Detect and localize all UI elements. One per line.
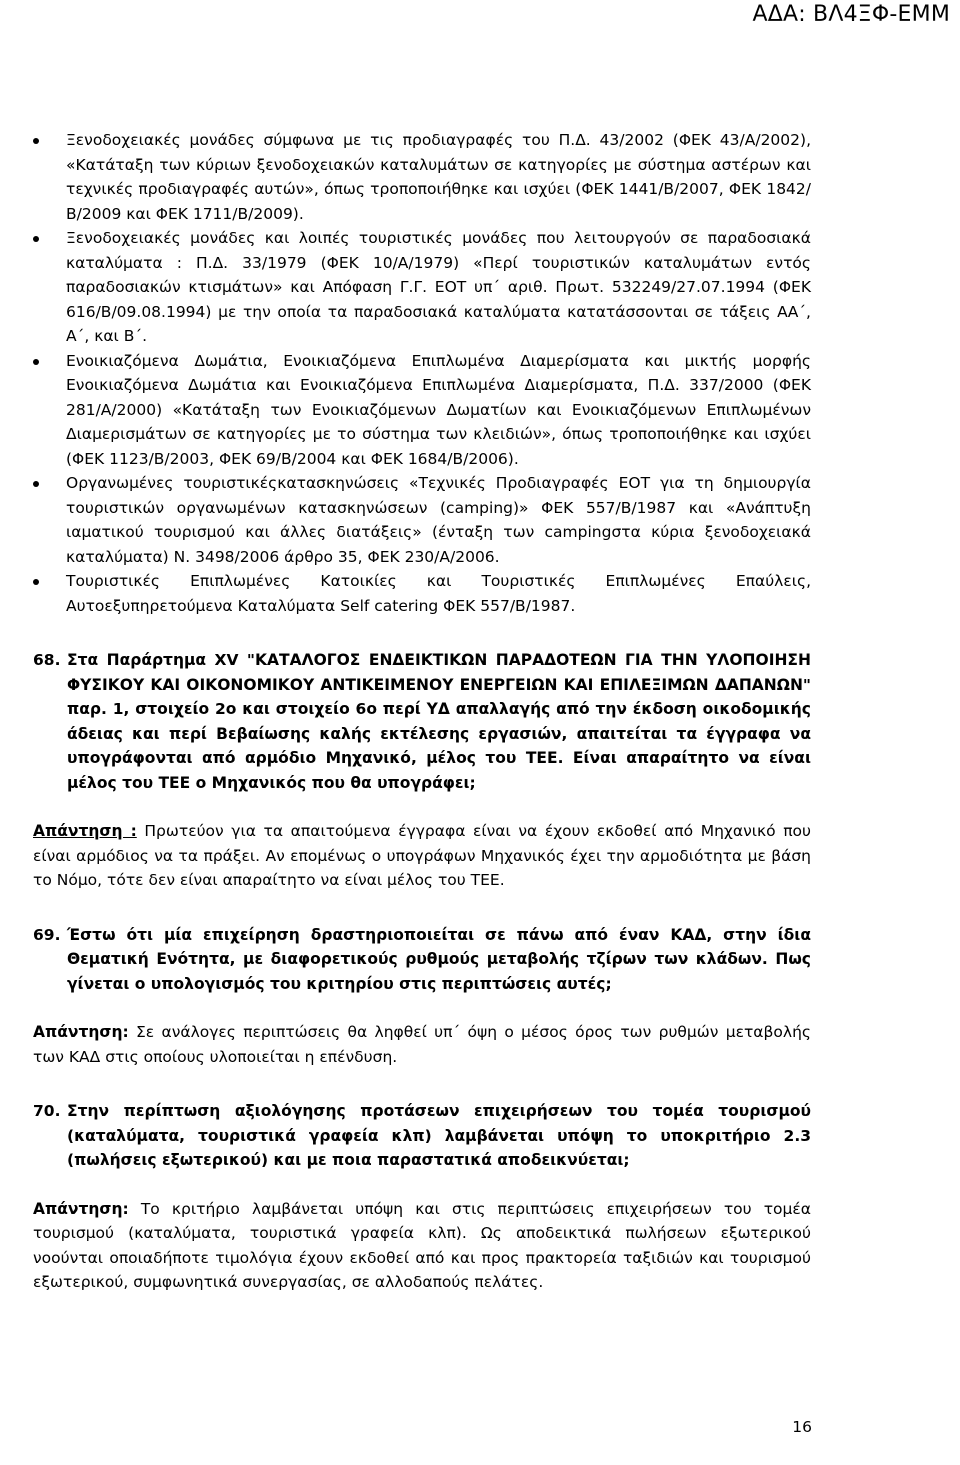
list-item-text: Τουριστικές Επιπλωμένες Κατοικίες και Τουριστικές Επιπλωμένες Επαύλεις, Αυτοεξυπηρετούμενα Καταλύματα Self catering ΦΕΚ 557/Β/1987. xyxy=(66,572,811,615)
list-item xyxy=(33,569,811,618)
list-item-text: Ξενοδοχειακές μονάδες και λοιπές τουριστικές μονάδες που λειτουργούν σε παραδοσιακά καταλύματα : Π.Δ. 33/1979 (ΦΕΚ 10/Α/1979) «Περί τουριστικών καταλυμάτων εντός παραδοσιακών κτισμάτων» και Απόφαση Γ.Γ. ΕΟΤ υπ΄ αριθ. Πρωτ. 532249/27.07.1994 (ΦΕΚ 616/Β/09.08.1994) με την οποία τα παραδοσιακά καταλύματα κατατάσσονται σε τάξεις ΑΑ΄, Α΄, και Β΄. xyxy=(66,229,811,345)
list-item-text: Ενοικιαζόμενα Δωμάτια, Ενοικιαζόμενα Επιπλωμένα Διαμερίσματα και μικτής μορφής Ενοικιαζόμενα Δωμάτια και Ενοικιαζόμενα Επιπλωμένα Διαμερίσματα, Π.Δ. 337/2000 (ΦΕΚ 281/Α/2000) «Κατάταξη των Ενοικιαζόμενων Δωματίων και Ενοικιαζόμενων Επιπλωμένων Διαμερισμάτων σε κατηγορίες με το σύστημα των κλειδιών», όπως τροποποιήθηκε και ισχύει (ΦΕΚ 1123/Β/2003, ΦΕΚ 69/Β/2004 και ΦΕΚ 1684/Β/2006). xyxy=(66,351,811,468)
list-item xyxy=(33,226,811,349)
list-item-text: Οργανωμένες τουριστικέςκατασκηνώσεις «Τεχνικές Προδιαγραφές ΕΟΤ για τη δημιουργία τουριστικών οργανωμένων κατασκηνώσεων (camping)» ΦΕΚ 557/Β/1987 και «Ανάπτυξη ιαματικού τουρισμού και άλλες διατάξεις» (ένταξη των campingστα κύρια ξενοδοχειακά καταλύματα) Ν. 3498/2006 άρθρο 35, ΦΕΚ 230/Α/2006. xyxy=(66,474,811,566)
answer-label: Απάντηση: xyxy=(33,1199,129,1218)
answer-text: Πρωτεύον για τα απαιτούμενα έγγραφα είναι να έχουν εκδοθεί από Μηχανικό που είναι αρμόδιος να τα πράξει. Αν επομένως ο υπογράφων Μηχανικός έχει την αρμοδιότητα με βάση το Νόμο, τότε δεν είναι απαραίτητο να είναι μέλος του ΤΕΕ. xyxy=(33,822,812,889)
bullet-icon xyxy=(33,359,39,365)
list-item xyxy=(33,349,811,472)
ada-code: ΑΔΑ: ΒΛ4ΞΦ-ΕΜΜ xyxy=(752,2,950,27)
question-text: Έστω ότι μία επιχείρηση δραστηριοποιείται σε πάνω από έναν ΚΑΔ, στην ίδια Θεματική Ενότητα, με διαφορετικούς ρυθμούς μεταβολής τζίρων των κλάδων. Πως γίνεται ο υπολογισμός του κριτηρίου στις περιπτώσεις αυτές; xyxy=(67,925,811,993)
bullet-icon xyxy=(33,236,39,242)
question-70 xyxy=(33,1099,811,1173)
list-item xyxy=(33,128,811,226)
list-item xyxy=(33,471,811,569)
bullet-icon xyxy=(33,481,39,487)
question-68 xyxy=(33,648,811,795)
bullet-icon xyxy=(33,138,39,144)
answer-label: Απάντηση: xyxy=(33,1023,129,1041)
bullet-list xyxy=(33,128,811,618)
question-text: Στην περίπτωση αξιολόγησης προτάσεων επιχειρήσεων του τομέα τουρισμού (καταλύματα, τουριστικά γραφεία κλπ) λαμβάνεται υπόψη το υποκριτήριο 2.3 (πωλήσεις εξωτερικού) και με ποια παραστατικά αποδεικνύεται; xyxy=(67,1102,811,1169)
answer-68 xyxy=(33,819,811,893)
list-item-text: Ξενοδοχειακές μονάδες σύμφωνα με τις προδιαγραφές του Π.Δ. 43/2002 (ΦΕΚ 43/Α/2002), «Κατάταξη των κύριων ξενοδοχειακών καταλυμάτων σε κατηγορίες με σύστημα αστέρων και τεχνικές προδιαγραφές αυτών», όπως τροποποιήθηκε και ισχύει (ΦΕΚ 1441/Β/2007, ΦΕΚ 1842/Β/2009 και ΦΕΚ 1711/Β/2009). xyxy=(66,131,811,223)
question-number: 70. xyxy=(33,1102,61,1120)
question-text: Στα Παράρτημα XV "ΚΑΤΑΛΟΓΟΣ ΕΝΔΕΙΚΤΙΚΩΝ ΠΑΡΑΔΟΤΕΩΝ ΓΙΑ ΤΗΝ ΥΛΟΠΟΙΗΣΗ ΦΥΣΙΚΟΥ ΚΑΙ ΟΙΚΟΝΟΜΙΚΟΥ ΑΝΤΙΚΕΙΜΕΝΟΥ ΕΝΕΡΓΕΙΩΝ ΚΑΙ ΕΠΙΛΕΞΙΜΩΝ ΔΑΠΑΝΩΝ" παρ. 1, στοιχείο 2ο και στοιχείο 6ο περί ΥΔ απαλλαγής από την έκδοση οικοδομικής άδειας και περί Βεβαίωσης καλής εκτέλεσης εργασιών, απαιτείται τα έγγραφα να υπογράφονται από αρμόδιο Μηχανικό, μέλος του ΤΕΕ. Είναι απαραίτητο να είναι μέλος του ΤΕΕ ο Μηχανικός που θα υπογράφει; xyxy=(67,651,811,792)
answer-label: Απάντηση : xyxy=(33,822,137,840)
question-number: 69. xyxy=(33,925,61,944)
bullet-icon xyxy=(33,579,39,585)
document-body xyxy=(33,128,811,1295)
question-69 xyxy=(33,923,811,997)
answer-69 xyxy=(33,1020,811,1069)
page-number: 16 xyxy=(792,1418,812,1436)
answer-text: Το κριτήριο λαμβάνεται υπόψη και στις περιπτώσεις επιχειρήσεων του τομέα τουρισμού (καταλύματα, τουριστικά γραφεία κλπ). Ως αποδεικτικά πωλήσεων εξωτερικού νοούνται οποιαδήποτε τιμολόγια έχουν εκδοθεί από και προς πρακτορεία ταξιδιών και τουρισμού εξωτερικού, συμφωνητικά συνεργασίας, σε αλλοδαπούς πελάτες. xyxy=(33,1199,811,1291)
answer-70 xyxy=(33,1197,811,1295)
answer-text: Σε ανάλογες περιπτώσεις θα ληφθεί υπ΄ όψη ο μέσος όρος των ρυθμών μεταβολής των ΚΑΔ στις οποίους υλοποιείται η επένδυση. xyxy=(33,1023,811,1066)
question-number: 68. xyxy=(33,651,61,669)
